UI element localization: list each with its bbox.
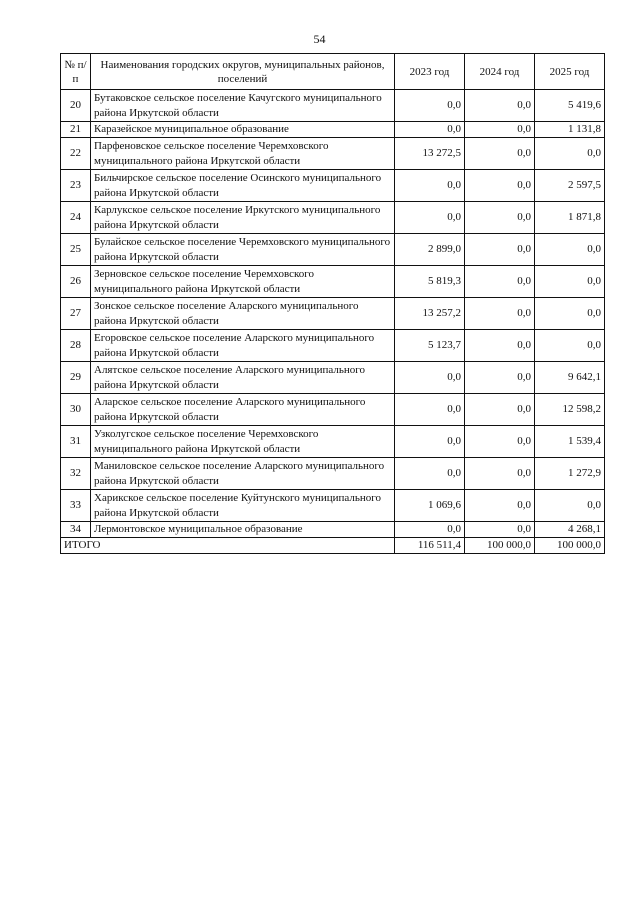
row-2024: 0,0 [465,202,535,234]
table-row [61,266,605,298]
row-num: 26 [61,266,91,298]
row-2023: 0,0 [395,426,465,458]
row-2025: 1 131,8 [535,122,605,138]
row-2025: 5 419,6 [535,90,605,122]
row-2025: 0,0 [535,490,605,522]
row-2023: 5 123,7 [395,330,465,362]
row-2025: 9 642,1 [535,362,605,394]
row-name: Аларское сельское поселение Аларского муниципального района Иркутской области [91,394,395,426]
table-row [61,170,605,202]
row-2023: 13 257,2 [395,298,465,330]
table-row [61,202,605,234]
row-name: Бильчирское сельское поселение Осинского муниципального района Иркутской области [91,170,395,202]
row-name: Узколугское сельское поселение Черемховского муниципального района Иркутской области [91,426,395,458]
row-name: Егоровское сельское поселение Аларского муниципального района Иркутской области [91,330,395,362]
table-row [61,298,605,330]
row-2023: 0,0 [395,90,465,122]
table-row [61,90,605,122]
total-2024: 100 000,0 [465,538,535,554]
table-row [61,122,605,138]
row-2024: 0,0 [465,522,535,538]
row-num: 20 [61,90,91,122]
row-name: Зонское сельское поселение Аларского муниципального района Иркутской области [91,298,395,330]
row-name: Парфеновское сельское поселение Черемховского муниципального района Иркутской области [91,138,395,170]
header-name: Наименования городских округов, муниципальных районов, поселений [91,54,395,90]
header-num: № п/п [61,54,91,90]
row-2025: 0,0 [535,266,605,298]
table-row [61,362,605,394]
row-2024: 0,0 [465,490,535,522]
table-row [61,138,605,170]
total-row [61,538,605,554]
row-2023: 1 069,6 [395,490,465,522]
row-2023: 0,0 [395,458,465,490]
row-num: 31 [61,426,91,458]
row-name: Лермонтовское муниципальное образование [91,522,395,538]
row-2024: 0,0 [465,122,535,138]
row-2024: 0,0 [465,298,535,330]
total-2023: 116 511,4 [395,538,465,554]
row-2023: 0,0 [395,202,465,234]
row-2025: 1 539,4 [535,426,605,458]
header-2023: 2023 год [395,54,465,90]
row-num: 34 [61,522,91,538]
table-row [61,490,605,522]
row-2024: 0,0 [465,90,535,122]
table-row [61,522,605,538]
row-num: 22 [61,138,91,170]
row-2024: 0,0 [465,266,535,298]
row-2023: 13 272,5 [395,138,465,170]
row-name: Маниловское сельское поселение Аларского муниципального района Иркутской области [91,458,395,490]
row-num: 32 [61,458,91,490]
header-2025: 2025 год [535,54,605,90]
row-name: Булайское сельское поселение Черемховского муниципального района Иркутской области [91,234,395,266]
header-2024: 2024 год [465,54,535,90]
row-2024: 0,0 [465,170,535,202]
row-2025: 0,0 [535,330,605,362]
row-name: Алятское сельское поселение Аларского муниципального района Иркутской области [91,362,395,394]
row-2025: 0,0 [535,138,605,170]
row-2025: 4 268,1 [535,522,605,538]
table-row [61,458,605,490]
row-2025: 12 598,2 [535,394,605,426]
row-num: 29 [61,362,91,394]
row-2023: 0,0 [395,170,465,202]
row-num: 28 [61,330,91,362]
row-2025: 0,0 [535,298,605,330]
table-row [61,330,605,362]
row-num: 23 [61,170,91,202]
row-2024: 0,0 [465,426,535,458]
row-name: Харикское сельское поселение Куйтунского муниципального района Иркутской области [91,490,395,522]
row-name: Бутаковское сельское поселение Качугского муниципального района Иркутской области [91,90,395,122]
row-num: 24 [61,202,91,234]
row-2025: 1 272,9 [535,458,605,490]
row-2023: 0,0 [395,362,465,394]
row-2025: 0,0 [535,234,605,266]
row-num: 25 [61,234,91,266]
row-2024: 0,0 [465,138,535,170]
total-label: ИТОГО [61,538,395,554]
row-2024: 0,0 [465,394,535,426]
row-2024: 0,0 [465,362,535,394]
total-2025: 100 000,0 [535,538,605,554]
row-2023: 2 899,0 [395,234,465,266]
row-2025: 1 871,8 [535,202,605,234]
row-2023: 0,0 [395,122,465,138]
row-2025: 2 597,5 [535,170,605,202]
row-num: 33 [61,490,91,522]
row-num: 27 [61,298,91,330]
budget-table [60,53,605,554]
row-2024: 0,0 [465,234,535,266]
row-name: Зерновское сельское поселение Черемховского муниципального района Иркутской области [91,266,395,298]
row-name: Каразейское муниципальное образование [91,122,395,138]
row-2023: 0,0 [395,394,465,426]
table-header-row [61,54,605,90]
row-2023: 5 819,3 [395,266,465,298]
row-name: Карлукское сельское поселение Иркутского муниципального района Иркутской области [91,202,395,234]
row-2024: 0,0 [465,458,535,490]
row-num: 30 [61,394,91,426]
row-2024: 0,0 [465,330,535,362]
page-number: 54 [313,32,326,46]
table-row [61,394,605,426]
table-row [61,234,605,266]
row-num: 21 [61,122,91,138]
row-2023: 0,0 [395,522,465,538]
table-row [61,426,605,458]
